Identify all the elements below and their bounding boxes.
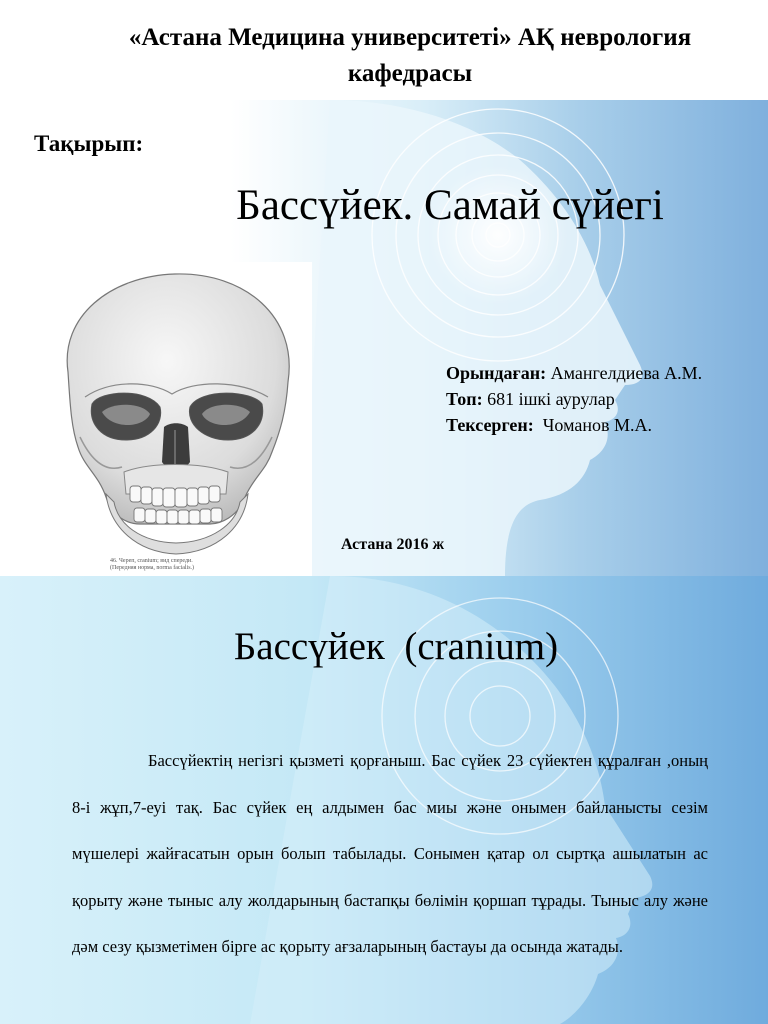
slide-1-title: Бассүйек. Самай сүйегі: [236, 182, 664, 229]
checker-line: [446, 412, 702, 438]
slide-2-title: Бассүйек (cranium): [233, 625, 559, 668]
performer-label: Орындаған:: [446, 363, 547, 383]
body-paragraph: [72, 738, 708, 971]
skull-drawing: [40, 262, 312, 576]
checker-label: Тексерген:: [446, 415, 534, 435]
university-department-heading: «Астана Медицина университеті» АҚ неврология кафедрасы: [128, 24, 692, 87]
performer-value: Амангелдиева А.М.: [546, 363, 703, 383]
body-paragraph-text: Бассүйектің негізгі қызметі қорғаныш. Бас сүйек 23 сүйектен құралған ,оның 8-і жұп,7-еуі тақ. Бас сүйек ең алдымен бас миы және онымен байланысты сезім мүшелері жайғасатын орын болып табылады. Сонымен қатар ол сыртқа ашылатын ас қорыту және тыныс алу жолдарының бастапқы бөлімін қоршап тұрады. Тыныс алу және дәм сезу қызметімен бірге ас қорыту ағзаларының бастауы да осында жатады.: [72, 751, 708, 956]
city-year: Астана 2016 ж: [341, 536, 445, 553]
performer-line: [446, 360, 702, 386]
slide-2: [0, 576, 768, 1024]
author-info-block: [446, 360, 702, 438]
checker-value: Чоманов М.А.: [533, 415, 652, 435]
topic-label: Тақырып:: [34, 131, 144, 156]
skull-caption-line-1: 46. Череп, cranium; вид спереди.: [110, 558, 193, 564]
group-label: Топ:: [446, 389, 483, 409]
group-line: [446, 386, 702, 412]
skull-illustration: [40, 262, 312, 576]
group-value: 681 ішкі аурулар: [482, 389, 615, 409]
skull-caption: [110, 558, 194, 572]
skull-caption-line-2: (Передняя норма, norma facialis.): [110, 565, 195, 571]
